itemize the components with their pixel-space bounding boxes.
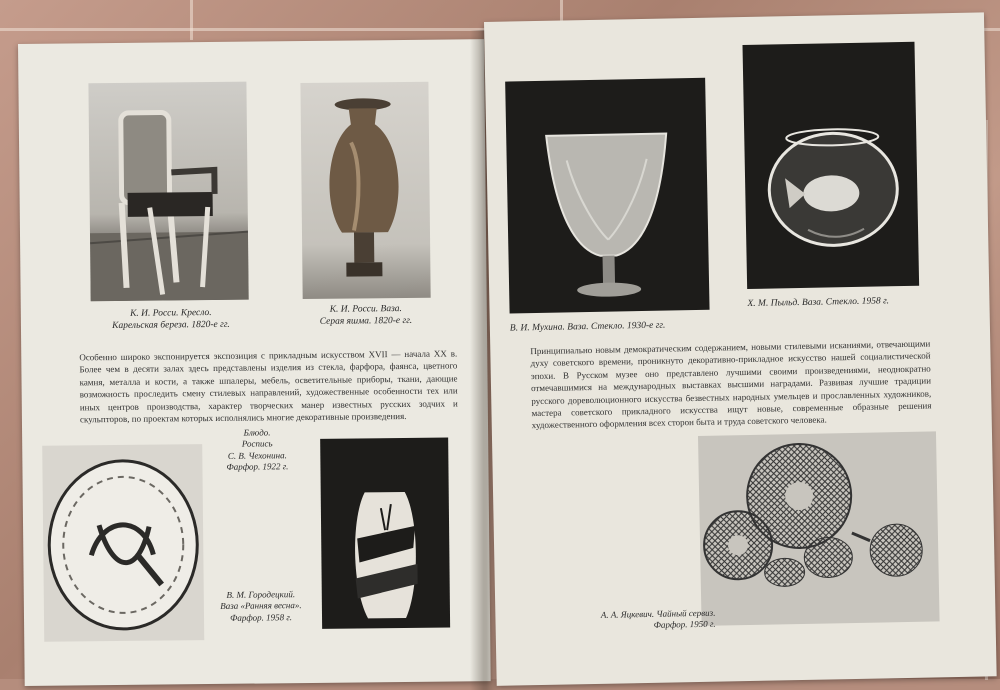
right-page-paragraph: Принципиально новым демократическим содержанием, новыми стилевыми исканиями, отвечающими духу советского времени, проникнуто декоративно-прикладное искусство нашей социалистической эпохи. В Русском музее оно представлено лучшими своими произведениями, неоднократно отмечавшимися на международных выставках высшими наградами. Развивая лучшие традиции русского дореволюционного искусства безвестных народных умельцев и прославленных художников, мастера советского прикладного искусства ищут новые, современные образные решения художественного оформления всех сторон быта и труда советского человека.	[530, 338, 932, 431]
stone-vase-photo	[300, 82, 430, 299]
chair-illustration	[88, 82, 248, 302]
tea-set-illustration	[698, 431, 940, 626]
tea-set-photo	[698, 431, 940, 626]
chair-author: К. И. Росси. Кресло.	[129, 307, 212, 319]
spring-vase-line1: В. М. Городецкий.	[226, 589, 296, 600]
glass-vase-photo	[505, 78, 709, 314]
tile-seam	[190, 0, 193, 40]
stone-vase-caption	[291, 304, 441, 329]
plate-line3: С. В. Чехонина.	[227, 449, 287, 461]
left-page-paragraph: Особенно широко экспонируется экспозиция с прикладным искусством XVII — начала XX в. Более чем в десяти залах здесь представлены изделия из стекла, фарфора, фаянса, цветного камня, металла и кости, а также шпалеры, мебель, осветительные приборы, ткани, дающие возможность проследить смену стилевых направлений, художественные особенности тех или иных центров производства, характер творческих манер известных русских зодчих и скульпторов, по проектам которых исполнялись многие декоративные произведения.	[79, 348, 458, 425]
stone-vase-material: Серая яшма. 1820-е гг.	[319, 315, 413, 327]
plate-line2: Роспись	[241, 438, 273, 449]
spring-vase-photo	[320, 438, 450, 629]
spring-vase-caption	[196, 589, 326, 624]
fish-vase-illustration	[742, 42, 919, 289]
plate-line4: Фарфор. 1922 г.	[226, 460, 289, 472]
glass-vase-illustration	[505, 78, 709, 314]
fish-vase-photo	[742, 42, 919, 289]
plate-line1: Блюдо.	[243, 427, 271, 438]
chair-caption	[81, 307, 261, 333]
right-page	[484, 12, 997, 685]
tea-set-line1: А. А. Яцкевич. Чайный сервиз.	[600, 607, 716, 620]
fish-vase-caption: Х. М. Пыльд. Ваза. Стекло. 1958 г.	[747, 296, 890, 309]
plate-illustration	[42, 444, 204, 642]
spring-vase-line2: Ваза «Ранняя весна».	[220, 600, 302, 612]
tea-set-caption	[535, 608, 715, 634]
plate-caption	[202, 427, 312, 473]
left-page	[18, 39, 491, 686]
chair-photo	[88, 82, 248, 302]
stone-vase-illustration	[300, 82, 430, 299]
plate-photo	[42, 444, 204, 642]
glass-vase-caption: В. И. Мухина. Ваза. Стекло. 1930-е гг.	[509, 320, 666, 334]
stone-vase-author: К. И. Росси. Ваза.	[329, 303, 402, 315]
tea-set-line2: Фарфор. 1950 г.	[653, 618, 716, 631]
spring-vase-illustration	[320, 438, 450, 629]
chair-material: Карельская береза. 1820-е гг.	[112, 319, 230, 331]
spring-vase-line3: Фарфор. 1958 г.	[230, 611, 293, 623]
